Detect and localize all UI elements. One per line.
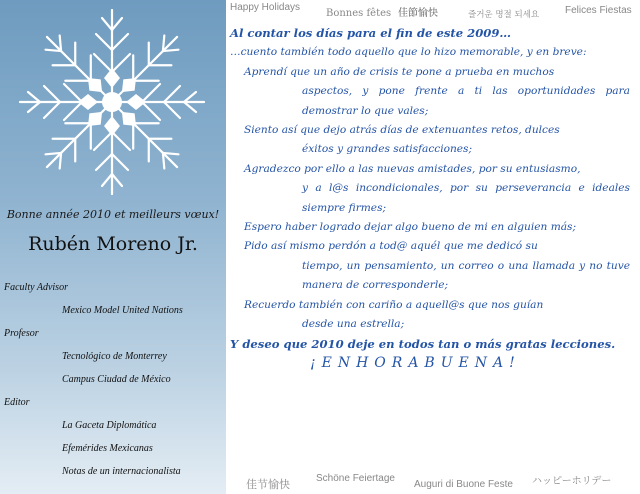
left-panel (0, 0, 226, 494)
role-heading: Faculty Advisor (4, 282, 68, 293)
message-line-first: Siento así que dejo atrás días de extenuantes retos, dulces (244, 124, 560, 137)
greeting-bottom: Schöne Feiertage (316, 473, 395, 484)
message-line (228, 63, 630, 121)
roles-list (4, 279, 224, 486)
message-line-first: Agradezco por ello a las nuevas amistades, por su entusiasmo, (244, 162, 581, 175)
enhorabuena-text: ¡ENHORABUENA! (310, 354, 521, 371)
new-year-wish: Bonne année 2010 et meilleurs vœux! (6, 208, 220, 221)
message-line-rest: y a l@s incondicionales, por su perseverancia e ideales siempre firmes; (302, 182, 630, 214)
message-line-first: Aprendí que un año de crisis te pone a prueba en muchos (244, 65, 555, 78)
role-item: Campus Ciudad de México (62, 374, 171, 385)
greeting-top: Felices Fiestas (565, 5, 632, 16)
role-item: Notas de un internacionalista (62, 466, 181, 477)
greeting-top: 즐거운 명절 되세요 (468, 10, 540, 20)
greeting-top: Bonnes fêtes (326, 8, 392, 19)
message-line-rest: desde una estrella; (302, 318, 405, 331)
message-line-first: Espero haber logrado dejar algo bueno de mi en alguien más; (244, 221, 577, 234)
greeting-bottom: ハッピーホリデー (532, 476, 612, 487)
message-line (228, 160, 630, 218)
greeting-bottom: Auguri di Buone Feste (414, 479, 513, 490)
message-closing: Y deseo que 2010 deje en todos tan o más gratas lecciones. (230, 336, 616, 351)
message-line (228, 296, 630, 335)
message-line-rest: aspectos, y pone frente a ti las oportunidades para demostrar lo que vales; (302, 85, 630, 117)
message-line (228, 121, 630, 160)
sender-name: Rubén Moreno Jr. (28, 233, 198, 255)
greeting-top: 佳節愉快 (398, 8, 438, 19)
role-item: Efemérides Mexicanas (62, 443, 153, 454)
greeting-top: Happy Holidays (230, 2, 301, 13)
message-line (228, 218, 630, 237)
message-line-rest: tiempo, un pensamiento, un correo o una llamada y no tuve manera de corresponderle; (302, 259, 630, 292)
message-line-first: Recuerdo también con cariño a aquell@s que nos guían (244, 298, 544, 311)
message-body (228, 24, 630, 373)
message-title: Al contar los días para el fin de este 2009… (230, 26, 511, 40)
snowflake-icon (0, 0, 226, 205)
message-line-rest: éxitos y grandes satisfacciones; (302, 143, 473, 156)
role-heading: Editor (4, 397, 30, 408)
message-line (228, 237, 630, 295)
role-heading: Profesor (4, 328, 39, 339)
role-item: Mexico Model United Nations (62, 305, 183, 316)
role-item: La Gaceta Diplomática (62, 420, 157, 431)
greeting-bottom: 佳节愉快 (246, 478, 290, 491)
message-intro: …cuento también todo aquello que lo hizo memorable, y en breve: (230, 46, 587, 59)
message-line-first: Pido así mismo perdón a tod@ aquél que me dedicó su (244, 240, 538, 253)
role-item: Tecnológico de Monterrey (62, 351, 167, 362)
